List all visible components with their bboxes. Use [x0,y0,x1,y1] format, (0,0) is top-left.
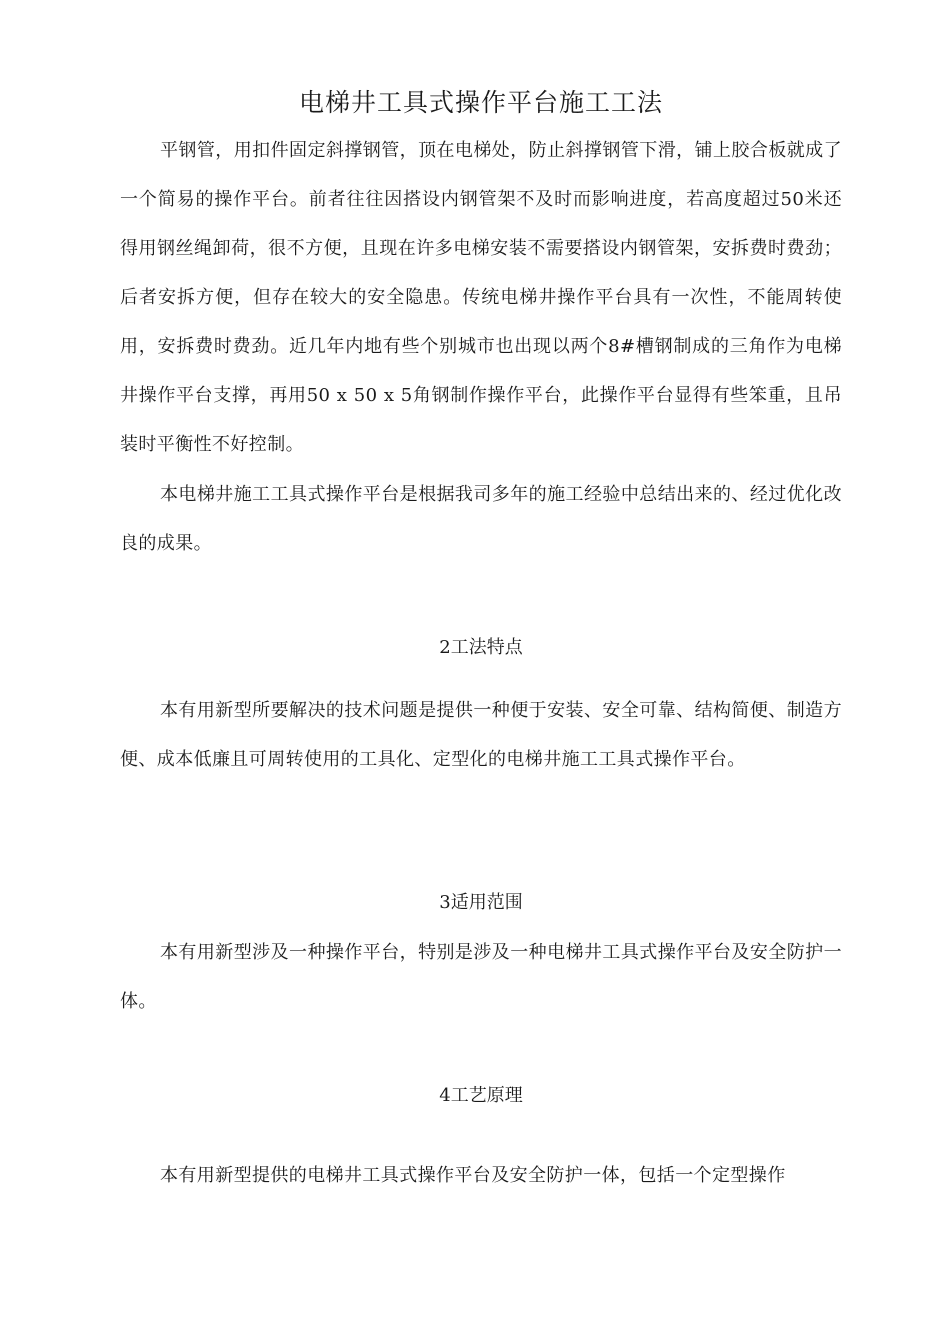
section-3-body: 本有用新型涉及一种操作平台，特别是涉及一种电梯井工具式操作平台及安全防护一体。 [120,942,842,1012]
section-4-body: 本有用新型提供的电梯井工具式操作平台及安全防护一体，包括一个定型操作 [160,1165,786,1186]
intro-paragraph-1: 平钢管，用扣件固定斜撑钢管，顶在电梯处，防止斜撑钢管下滑，铺上胶合板就成了一个简易的操作平台。前者往往因搭设内钢管架不及时而影响进度，若高度超过50米还得用钢丝绳卸荷，很不方便，且现在许多电梯安装不需要搭设内钢管架，安拆费时费劲；后者安拆方便，但存在较大的安全隐患。传统电梯井操作平台具有一次性，不能周转使用，安拆费时费劲。近几年内地有些个别城市也出现以两个8#槽钢制成的三角作为电梯井操作平台支撑，再用50 x 50 x 5角钢制作操作平台，此操作平台显得有些笨重，且吊装时平衡性不好控制。 [120,140,842,455]
intro-paragraph-2: 本电梯井施工工具式操作平台是根据我司多年的施工经验中总结出来的、经过优化改良的成果。 [120,484,842,554]
section-2-body: 本有用新型所要解决的技术问题是提供一种便于安装、安全可靠、结构简便、制造方便、成本低廉且可周转使用的工具化、定型化的电梯井施工工具式操作平台。 [120,700,842,770]
section-3-heading: 3适用范围 [439,892,523,913]
section-2-heading: 2工法特点 [439,637,523,658]
section-4-heading: 4工艺原理 [439,1085,523,1106]
document-title: 电梯井工具式操作平台施工工法 [298,88,663,117]
